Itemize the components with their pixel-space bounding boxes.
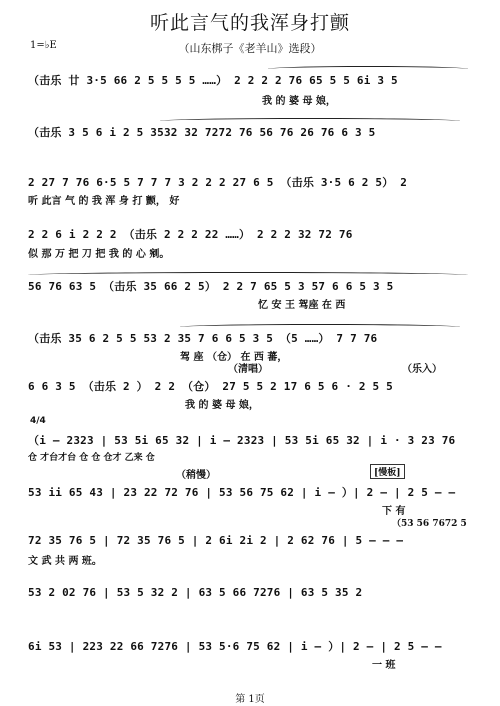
notation-row: （击乐 廿 3·5 66 2 5 5 5 5 ……） 2 2 2 2 76 65 5 5 6i 3 5 (28, 74, 398, 87)
annotation-yueru: （乐入） (402, 364, 442, 375)
lyrics-row: 驾 座 （仓） 在 西 蕃， (180, 352, 288, 363)
lyrics-row: 我 的 婆 母 娘， (262, 96, 336, 107)
notation-row: 2 27 7 76 6·5 5 7 7 7 3 2 2 2 27 6 5 （击乐 3·5 6 2 5） 2 (28, 176, 408, 189)
notation-row: （击乐 35 6 2 5 5 53 2 35 7 6 6 5 3 5 （5 ……） 7 7 76 (28, 332, 378, 345)
key-signature: 1=♭E (30, 40, 57, 51)
notation-row: （i – 2323 | 53 5i 65 32 | i – 2323 | 53 5i 65 32 | i · 3 23 76 (28, 434, 456, 447)
lyrics-row: 一 班 (372, 660, 396, 671)
lyrics-row: 忆 安 王 驾座 在 西 (258, 300, 346, 311)
notation-row: 2 2 6 i 2 2 2 （击乐 2 2 2 22 ……） 2 2 2 32 72 76 (28, 228, 353, 241)
annotation-qingchang: （清唱） (228, 364, 268, 375)
meter-signature: 4/4 (30, 416, 46, 426)
score-title: 听此言气的我浑身打颤 (149, 12, 350, 34)
lyrics-row: 似 那 万 把 刀 把 我 的 心 剜。 (28, 249, 170, 260)
annotation-manban: [慢板] (370, 464, 405, 479)
lyrics-row: 听 此言 气 的 我 浑 身 打 颤， 好 (28, 196, 180, 207)
notation-row: 6i 53 | 223 22 66 7276 | 53 5·6 75 62 | i – ）| 2 – | 2 5 – – (28, 640, 442, 653)
page-number: 第 1页 (235, 694, 265, 705)
notation-row: 6 6 3 5 （击乐 2 ） 2 2 （仓） 27 5 5 2 17 6 5 6 · 2 5 5 (28, 380, 393, 393)
annotation-shaoman: （稍慢） (176, 470, 216, 481)
notation-row: 53 ii 65 43 | 23 22 72 76 | 53 56 75 62 | i – ）| 2 – | 2 5 – – (28, 486, 456, 499)
lyrics-row: 我 的 婆 母 娘， (185, 400, 259, 411)
lyrics-row: 仓 才台才台 仓 仓 仓才 乙来 仓 (28, 453, 155, 463)
notation-row: 53 2 02 76 | 53 5 32 2 | 63 5 66 7276 | 63 5 35 2 (28, 586, 363, 599)
lyrics-row: 下 有 (382, 506, 406, 517)
score-subtitle: （山东梆子《老羊山》选段） (178, 42, 322, 55)
notation-row: 72 35 76 5 | 72 35 76 5 | 2 6i 2i 2 | 2 62 76 | 5 – – – (28, 534, 404, 547)
notation-row: （击乐 3 5 6 i 2 5 3532 32 7272 76 56 76 26 76 6 3 5 (28, 126, 376, 139)
annotation-interlude: （53 56 7672 5 (392, 519, 467, 529)
lyrics-row: 文 武 共 两 班。 (28, 556, 102, 567)
notation-row: 56 76 63 5 （击乐 35 66 2 5） 2 2 7 65 5 3 57 6 6 5 3 5 (28, 280, 394, 293)
